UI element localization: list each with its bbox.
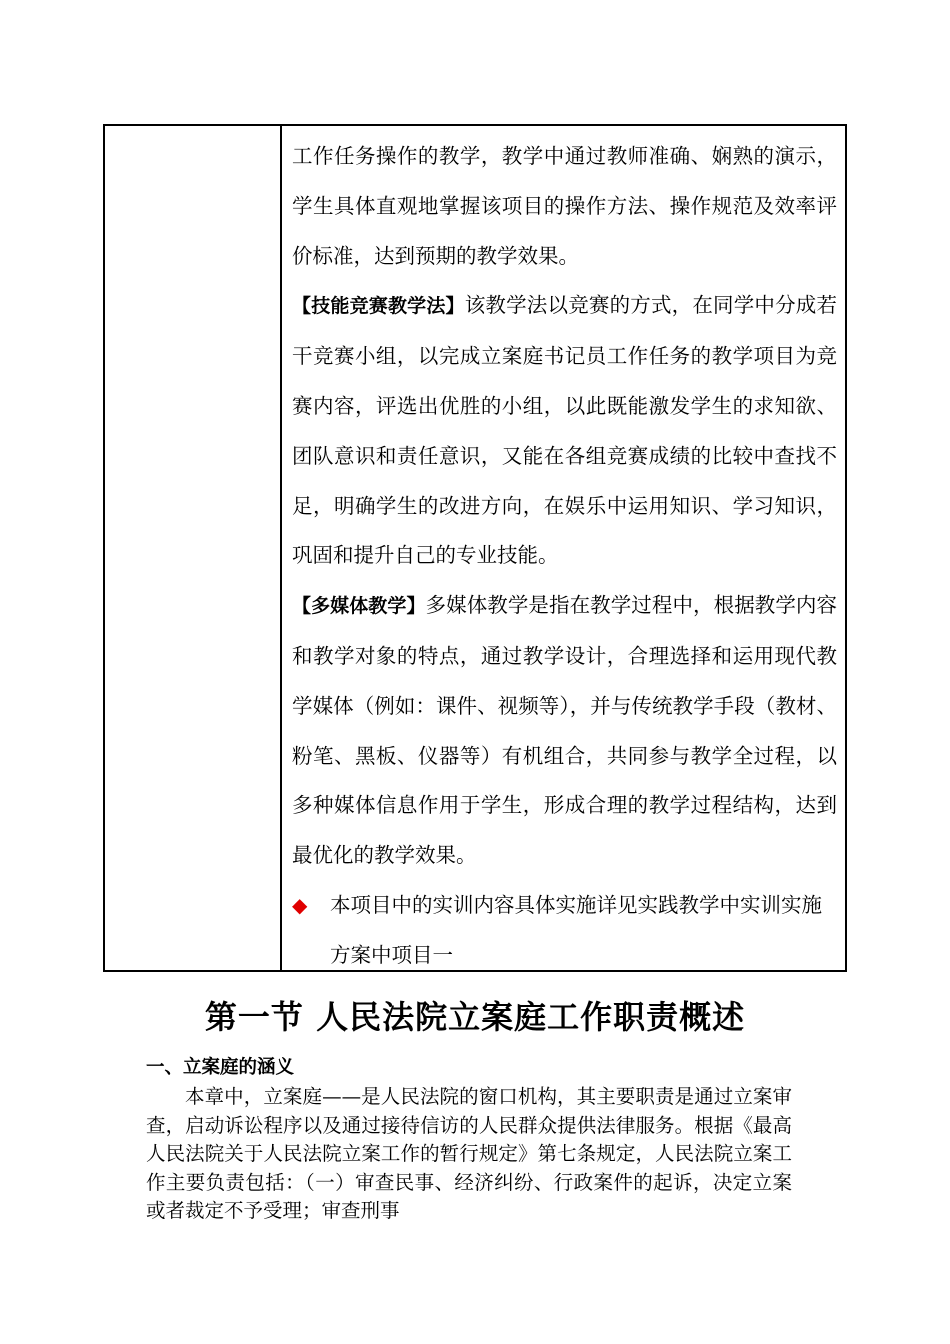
- skill-competition-text: 该教学法以竞赛的方式，在同学中分成若干竞赛小组，以完成立案庭书记员工作任务的教学项目为竞赛内容，评选出优胜的小组，以此既能激发学生的求知欲、团队意识和责任意识，又能在各组竞赛成绩的比较中查找不足，明确学生的改进方向，在娱乐中运用知识、学习知识，巩固和提升自己的专业技能。: [292, 293, 837, 568]
- multimedia-text: 多媒体教学是指在教学过程中，根据教学内容和教学对象的特点，通过教学设计，合理选择和运用现代教学媒体（例如：课件、视频等），并与传统教学手段（教材、粉笔、黑板、仪器等）有机组合，共同参与教学全过程，以多种媒体信息作用于学生，形成合理的教学过程结构，达到最优化的教学效果。: [292, 593, 837, 868]
- section-body-text: 本章中，立案庭——是人民法院的窗口机构，其主要职责是通过立案审查，启动诉讼程序以及通过接待信访的人民群众提供法律服务。根据《最高人民法院关于人民法院立案工作的暂行规定》第七条规定，人民法院立案工作主要负责包括：（一）审查民事、经济纠纷、行政案件的起诉，决定立案或者裁定不予受理；审查刑事: [146, 1085, 792, 1222]
- section-title: 第一节 人民法院立案庭工作职责概述: [204, 998, 746, 1036]
- table-left-cell: [105, 126, 282, 970]
- skill-competition-paragraph: [292, 281, 837, 581]
- training-note-text: 本项目中的实训内容具体实施详见实践教学中实训实施方案中项目一: [330, 892, 822, 967]
- training-note: [292, 881, 837, 981]
- teaching-demo-paragraph: 工作任务操作的教学，教学中通过教师准确、娴熟的演示，学生具体直观地掌握该项目的操作方法、操作规范及效率评价标准，达到预期的教学效果。: [292, 144, 837, 268]
- table-right-cell: [282, 126, 845, 970]
- multimedia-heading: 【多媒体教学】: [292, 595, 426, 618]
- skill-competition-heading: 【技能竞赛教学法】: [292, 295, 465, 318]
- section-subheading: 一、立案庭的涵义: [146, 1057, 295, 1078]
- diamond-bullet-icon: ◆: [292, 892, 308, 917]
- content-table: [103, 124, 847, 972]
- multimedia-paragraph: [292, 581, 837, 881]
